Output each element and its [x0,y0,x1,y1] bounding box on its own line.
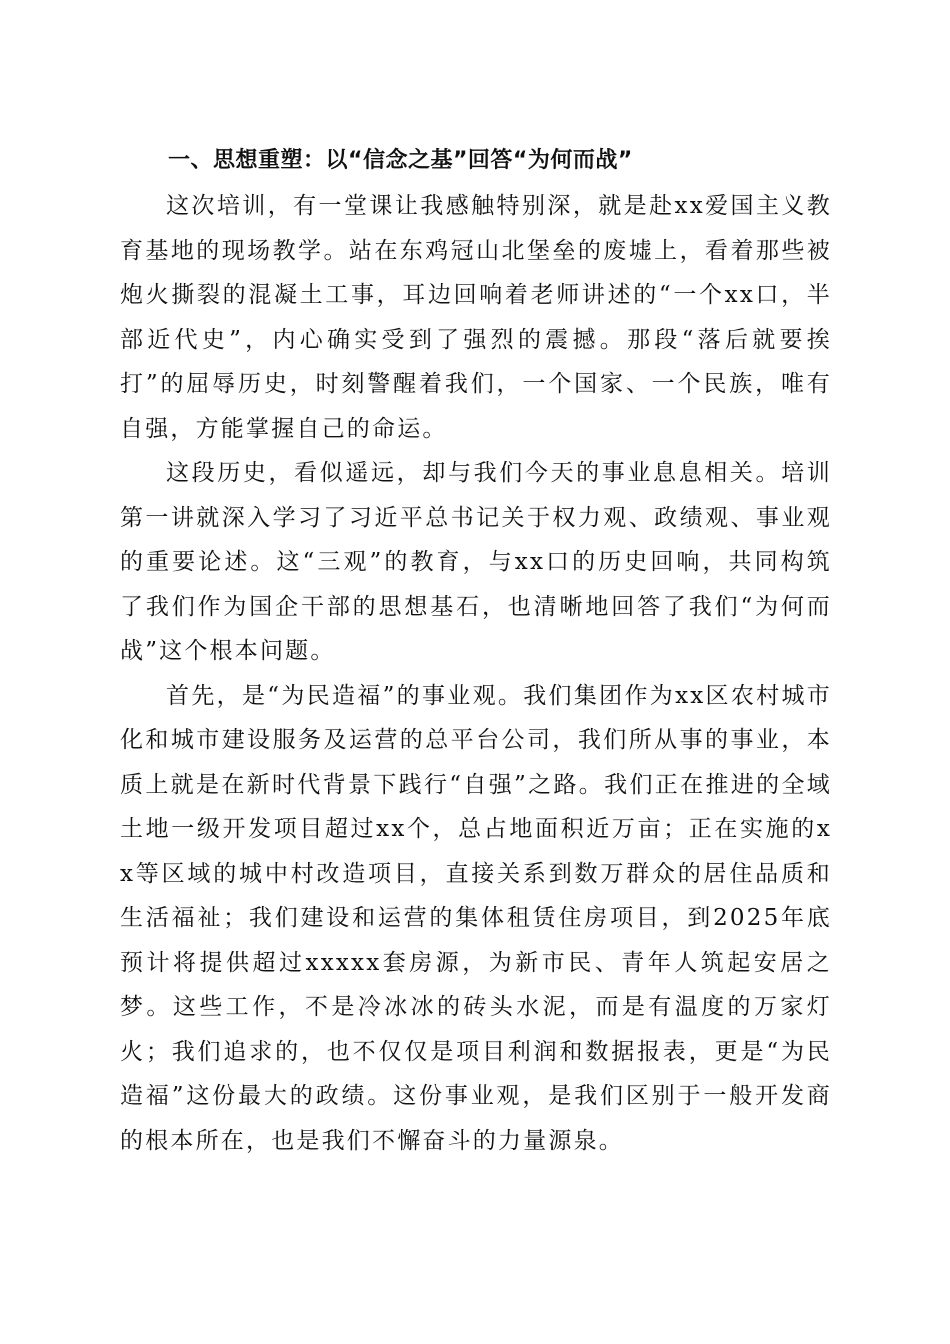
section-heading: 一、思想重塑：以“信念之基”回答“为何而战” [168,148,633,173]
document-page [120,138,832,1163]
paragraph-career-view: 首先，是“为民造福”的事业观。我们集团作为xx区农村城市化和城市建设服务及运营的总平台公司，我们所从事的事业，本质上就是在新时代背景下践行“自强”之路。我们正在推进的全域土地一级开发项目超过xx个，总占地面积近万亩；正在实施的xx等区域的城中村改造项目，直接关系到数万群众的居住品质和生活福祉；我们建设和运营的集体租赁住房项目，到2025年底预计将提供超过xxxxx套房源，为新市民、青年人筑起安居之梦。这些工作，不是冷冰冰的砖头水泥，而是有温度的万家灯火；我们追求的，也不仅仅是项目利润和数据报表，更是“为民造福”这份最大的政绩。这份事业观，是我们区别于一般开发商的根本所在，也是我们不懈奋斗的力量源泉。 [120,682,832,1154]
paragraph-training-visit: 这次培训，有一堂课让我感触特别深，就是赴xx爱国主义教育基地的现场教学。站在东鸡冠山北堡垒的废墟上，看着那些被炮火撕裂的混凝土工事，耳边回响着老师讲述的“一个xx口，半部近代史”，内心确实受到了强烈的震撼。那段“落后就要挨打”的屈辱历史，时刻警醒着我们，一个国家、一个民族，唯有自强，方能掌握自己的命运。 [120,193,832,442]
paragraph-history-relevance: 这段历史，看似遥远，却与我们今天的事业息息相关。培训第一讲就深入学习了习近平总书记关于权力观、政绩观、事业观的重要论述。这“三观”的教育，与xx口的历史回响，共同构筑了我们作为国企干部的思想基石，也清晰地回答了我们“为何而战”这个根本问题。 [120,460,832,664]
